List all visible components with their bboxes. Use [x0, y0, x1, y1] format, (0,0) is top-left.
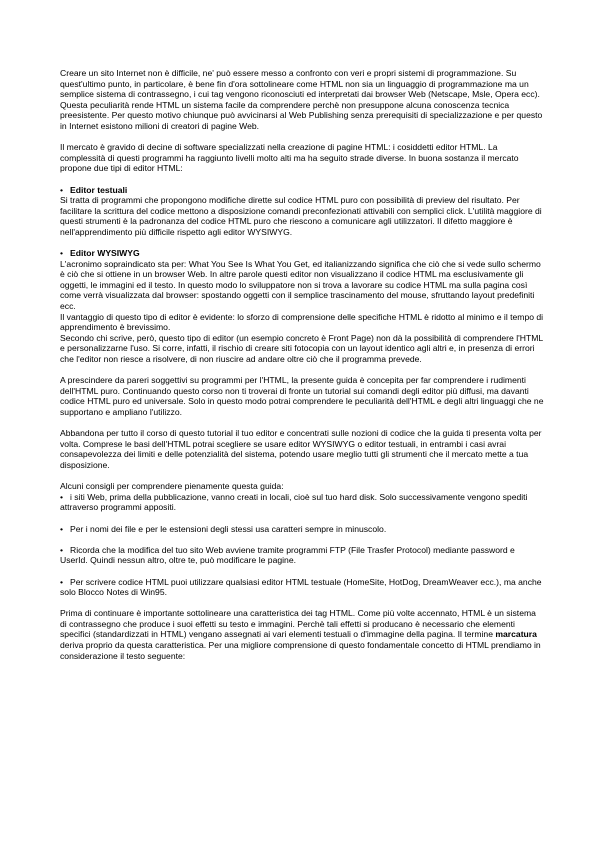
editor-wysiwyg-section: [60, 248, 544, 365]
tip-text: i siti Web, prima della pubblicazione, vanno creati in locali, cioè sul tuo hard disk. Solo successivamente vengono spediti attraverso programmi appositi.: [60, 491, 528, 513]
editor-testuali-body: Si tratta di programmi che propongono modifiche dirette sul codice HTML puro con possibilità di preview del risultato. Per facilitare la scrittura del codice mettono a disposizione comandi preconfezionati attivabili con semplici click. L'utilità maggiore di questi strumenti è la padronanza del codice HTML puro che riescono a comunicare agli utilizzatori. Il difetto maggiore è nell'apprendimento più difficile rispetto agli editor WYSIWYG.: [60, 195, 542, 237]
tips-intro: Alcuni consigli per comprendere pienamente questa guida:: [60, 481, 284, 492]
tip-item: [60, 545, 544, 566]
document-page: [60, 68, 544, 672]
editor-wysiwyg-body-1: L'acronimo sopraindicato sta per: What You See Is What You Get, ed italianizzando significa che ciò che si vede sullo schermo è ciò che si ottiene in un browser Web. In altre parole questi editor non visualizzano il codice HTML ma esclusivamente gli oggetti, le immagini ed il testo. In questo modo lo sviluppatore non si trova a lavorare su codice HTML ma sulla pagina così come verrà visualizzata dal browser: spostando oggetti con il semplice trascinamento del mouse, sfruttando layout predefiniti ecc.: [60, 258, 541, 312]
tip-item: [60, 577, 544, 598]
markup-text-after: deriva proprio da questa caratteristica. Per una migliore comprensione di questo fondamentale concetto di HTML prendiamo in considerazione il testo seguente:: [60, 640, 541, 661]
editor-wysiwyg-body-3: Secondo chi scrive, però, questo tipo di editor (un esempio concreto è Front Page) non dà la possibilità di comprendere l'HTML e personalizzarne l'uso. Si corre, infatti, il rischio di creare siti fotocopia con un layout identico agli altri e, in presenza di errori che l'editor non riesce a risolvere, di non riuscire ad andare oltre ciò che il programma prevede.: [60, 332, 543, 365]
editor-testuali-section: [60, 185, 544, 238]
editor-wysiwyg-body-2: Il vantaggio di questo tipo di editor è evidente: lo sforzo di comprensione delle specifiche HTML è ridotto al minimo e il tempo di apprendimento è brevissimo.: [60, 311, 544, 333]
tip-text: Ricorda che la modifica del tuo sito Web avviene tramite programmi FTP (File Trasfer Protocol) mediante password e UserId. Quindi nessun altro, oltre te, può modificare le pagine.: [60, 544, 515, 566]
tip-text: Per scrivere codice HTML puoi utilizzare qualsiasi editor HTML testuale (HomeSite, HotDog, DreamWeaver ecc.), ma anche solo Blocco Notes di Win95.: [60, 576, 542, 598]
bullet-icon: •: [60, 523, 64, 534]
editor-testuali-title: Editor testuali: [70, 184, 128, 195]
tips-list: [60, 481, 544, 598]
intro-paragraph: Creare un sito Internet non è difficile, ne' può essere messo a confronto con veri e propri sistemi di programmazione. Su quest'ultimo punto, in particolare, è bene fin d'ora sottolineare come HTML non sia un linguaggio di programmazione ma un semplice sistema di contrassegno, i cui tag vengono riconosciuti ed interpretati dai browser Web (Netscape, Msle, Opera ecc). Questa peculiarità rende HTML un sistema facile da comprendere perchè non presuppone alcuna conoscenza tecnica preesistente. Per questo motivo chiunque può avvicinarsi al Web Publishing senza prerequisiti di specializzazione e per questo in Internet esistono milioni di creatori di pagine Web.: [60, 68, 543, 131]
abandon-editor-paragraph: Abbandona per tutto il corso di questo tutorial il tuo editor e concentrati sulle nozioni di codice che la guida ti presenta volta per volta. Comprese le basi dell'HTML potrai scegliere se usare editor WYSIWYG o editor testuali, in entrambi i casi avrai consapevolezza dei limiti e delle potenzialità del sistema, potendo usare meglio tutti gli strumenti che il mercato mette a tua disposizione.: [60, 428, 542, 470]
bullet-icon: •: [60, 544, 64, 555]
editor-wysiwyg-title: Editor WYSIWYG: [70, 248, 140, 259]
tip-item: [60, 524, 544, 535]
tip-text: Per i nomi dei file e per le estensioni degli stessi usa caratteri sempre in minuscolo.: [70, 523, 387, 534]
bullet-icon: •: [60, 248, 64, 259]
guide-purpose-paragraph: A prescindere da pareri soggettivi su programmi per l'HTML, la presente guida è concepita per far comprendere i rudimenti dell'HTML puro. Continuando questo corso non ti troverai di fronte un tutorial sui comandi degli editor più diffusi, ma davanti codice HTML puro ed universale. Solo in questo modo potrai comprendere le peculiarità dell'HTML e degli altri linguaggi che ne supportano e ampliano l'utilizzo.: [60, 375, 544, 417]
markup-paragraph: [60, 608, 544, 661]
markup-term: marcatura: [495, 629, 537, 640]
bullet-icon: •: [60, 491, 64, 502]
bullet-icon: •: [60, 184, 64, 195]
markup-text-before: Prima di continuare è importante sottolineare una caratteristica dei tag HTML. Come più volte accennato, HTML è un sistema di contrassegno che produce i suoi effetti su testo e immagini. Perchè tali effetti si producano è necessario che elementi specifici (standardizzati in HTML) vengano assegnati ai vari elementi testuali o d'immagine della pagina. Il termine: [60, 608, 536, 640]
editor-wysiwyg-heading: [60, 248, 544, 259]
editor-testuali-heading: [60, 185, 544, 196]
bullet-icon: •: [60, 576, 64, 587]
market-paragraph: Il mercato è gravido di decine di software specializzati nella creazione di pagine HTML: i cosiddetti editor HTML. La complessità di questi programmi ha raggiunto livelli molto alti ma ha seguito strade diverse. In buona sostanza il mercato propone due tipi di editor HTML:: [60, 142, 519, 174]
tip-item: [60, 492, 544, 513]
